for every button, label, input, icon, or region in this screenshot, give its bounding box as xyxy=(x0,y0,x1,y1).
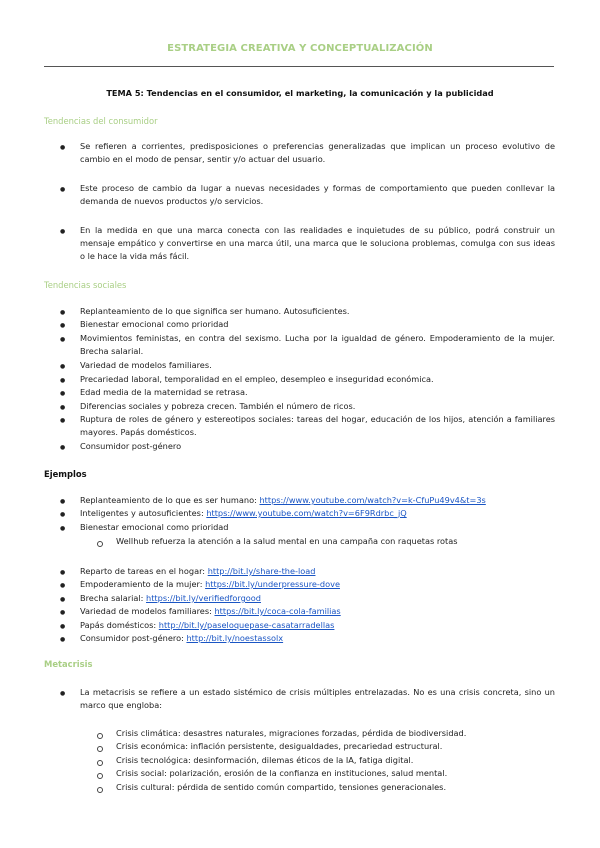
example-link[interactable]: http://bit.ly/share-the-load xyxy=(207,566,316,576)
sub-list-item: Crisis cultural: pérdida de sentido común compartido, tensiones generacionales. xyxy=(116,782,447,792)
bullet-icon: ● xyxy=(60,596,66,603)
bullet-icon: ● xyxy=(60,511,66,518)
example-item xyxy=(80,605,341,618)
sub-list-item: Crisis económica: inflación persistente, desigualdades, precariedad estructural. xyxy=(116,741,443,751)
example-label: Variedad de modelos familiares: xyxy=(80,606,215,616)
list-item: Consumidor post-género xyxy=(80,441,182,451)
bullet-icon: ● xyxy=(60,377,66,384)
list-item: Edad media de la maternidad se retrasa. xyxy=(80,387,248,397)
bullet-icon: ● xyxy=(60,228,66,235)
sub-bullet-icon xyxy=(97,733,103,739)
example-link[interactable]: http://bit.ly/noestassolx xyxy=(186,633,284,643)
section-heading-examples: Ejemplos xyxy=(44,469,87,479)
bullet-icon: ● xyxy=(60,417,66,424)
section-heading-metacrisis: Metacrisis xyxy=(44,659,93,669)
example-link[interactable]: https://bit.ly/verifiedforgood xyxy=(146,593,261,603)
bullet-icon: ● xyxy=(60,609,66,616)
section-heading-consumer: Tendencias del consumidor xyxy=(44,116,158,126)
bullet-icon: ● xyxy=(60,144,66,151)
example-item xyxy=(80,507,407,520)
example-label: Inteligentes y autosuficientes: xyxy=(80,508,207,518)
bullet-icon: ● xyxy=(60,336,66,343)
example-item xyxy=(80,632,283,645)
list-item: Replanteamiento de lo que significa ser humano. Autosuficientes. xyxy=(80,306,350,316)
example-label: Brecha salarial: xyxy=(80,593,147,603)
bullet-icon: ● xyxy=(60,636,66,643)
header-title: ESTRATEGIA CREATIVA Y CONCEPTUALIZACIÓN xyxy=(167,43,433,54)
consumer-paragraph: En la medida en que una marca conecta con las realidades e inquietudes de su público, podrá construir un mensaje empático y convertirse en una marca útil, una marca que le soluciona problemas, comulga con sus ideas o le hace la vida más fácil. xyxy=(80,225,555,261)
sub-list-item: Crisis tecnológica: desinformación, dilemas éticos de la IA, fatiga digital. xyxy=(116,755,414,765)
example-link[interactable]: https://www.youtube.com/watch?v=6F9Rdrbc_jQ xyxy=(206,508,407,518)
bullet-icon: ● xyxy=(60,690,66,697)
example-item xyxy=(80,565,315,578)
consumer-paragraph: Se refieren a corrientes, predisposiciones o preferencias generalizadas que implican un proceso evolutivo de cambio en el modo de pensar, sentir y/o actuar del usuario. xyxy=(80,141,555,164)
sub-bullet-icon xyxy=(97,760,103,766)
list-item: Bienestar emocional como prioridad xyxy=(80,319,229,329)
example-link[interactable]: https://bit.ly/underpressure-dove xyxy=(205,579,340,589)
list-item: Movimientos feministas, en contra del sexismo. Lucha por la igualdad de género. Empoderamiento de la mujer. Brecha salarial. xyxy=(80,333,555,356)
bullet-icon: ● xyxy=(60,444,66,451)
example-label: Papás domésticos: xyxy=(80,620,159,630)
sub-bullet-icon xyxy=(97,787,103,793)
example-label: Replanteamiento de lo que es ser humano: xyxy=(80,495,260,505)
sub-list-item: Crisis social: polarización, erosión de la confianza en instituciones, salud mental. xyxy=(116,768,448,778)
document-title: TEMA 5: Tendencias en el consumidor, el marketing, la comunicación y la publicidad xyxy=(106,88,494,98)
list-item: Variedad de modelos familiares. xyxy=(80,360,212,370)
bullet-icon: ● xyxy=(60,309,66,316)
list-item: Ruptura de roles de género y estereotipos sociales: tareas del hogar, educación de los hijos, atención a familiares mayores. Papás domésticos. xyxy=(80,414,555,437)
bullet-icon: ● xyxy=(60,623,66,630)
header-divider xyxy=(44,66,554,67)
section-heading-social: Tendencias sociales xyxy=(44,280,127,290)
example-label: Empoderamiento de la mujer: xyxy=(80,579,206,589)
bullet-icon: ● xyxy=(60,363,66,370)
bullet-icon: ● xyxy=(60,498,66,505)
example-item xyxy=(80,521,229,534)
bullet-icon: ● xyxy=(60,404,66,411)
sub-list-item: Wellhub refuerza la atención a la salud mental en una campaña con raquetas rotas xyxy=(116,536,458,546)
bullet-icon: ● xyxy=(60,390,66,397)
example-label: Consumidor post-género: xyxy=(80,633,187,643)
bullet-icon: ● xyxy=(60,569,66,576)
example-item xyxy=(80,578,340,591)
example-link[interactable]: https://www.youtube.com/watch?v=k-CfuPu49v4&t=3s xyxy=(259,495,486,505)
list-item: Diferencias sociales y pobreza crecen. También el número de ricos. xyxy=(80,401,356,411)
bullet-icon: ● xyxy=(60,582,66,589)
bullet-icon: ● xyxy=(60,525,66,532)
sub-list-item: Crisis climática: desastres naturales, migraciones forzadas, pérdida de biodiversidad. xyxy=(116,728,467,738)
sub-bullet-icon xyxy=(97,541,103,547)
bullet-icon: ● xyxy=(60,322,66,329)
example-label: Bienestar emocional como prioridad xyxy=(80,522,229,532)
example-item xyxy=(80,494,486,507)
example-link[interactable]: https://bit.ly/coca-cola-familias xyxy=(214,606,341,616)
consumer-paragraph: Este proceso de cambio da lugar a nuevas necesidades y formas de comportamiento que pueden conllevar la demanda de nuevos productos y/o servicios. xyxy=(80,183,555,206)
example-item xyxy=(80,619,334,632)
example-link[interactable]: http://bit.ly/paseloquepase-casatarradellas xyxy=(158,620,335,630)
example-item xyxy=(80,592,261,605)
sub-bullet-icon xyxy=(97,746,103,752)
example-label: Reparto de tareas en el hogar: xyxy=(80,566,208,576)
bullet-icon: ● xyxy=(60,186,66,193)
list-item: Precariedad laboral, temporalidad en el empleo, desempleo e inseguridad económica. xyxy=(80,374,434,384)
sub-bullet-icon xyxy=(97,773,103,779)
metacrisis-intro: La metacrisis se refiere a un estado sistémico de crisis múltiples entrelazadas. No es una crisis concreta, sino un marco que engloba: xyxy=(80,687,555,710)
